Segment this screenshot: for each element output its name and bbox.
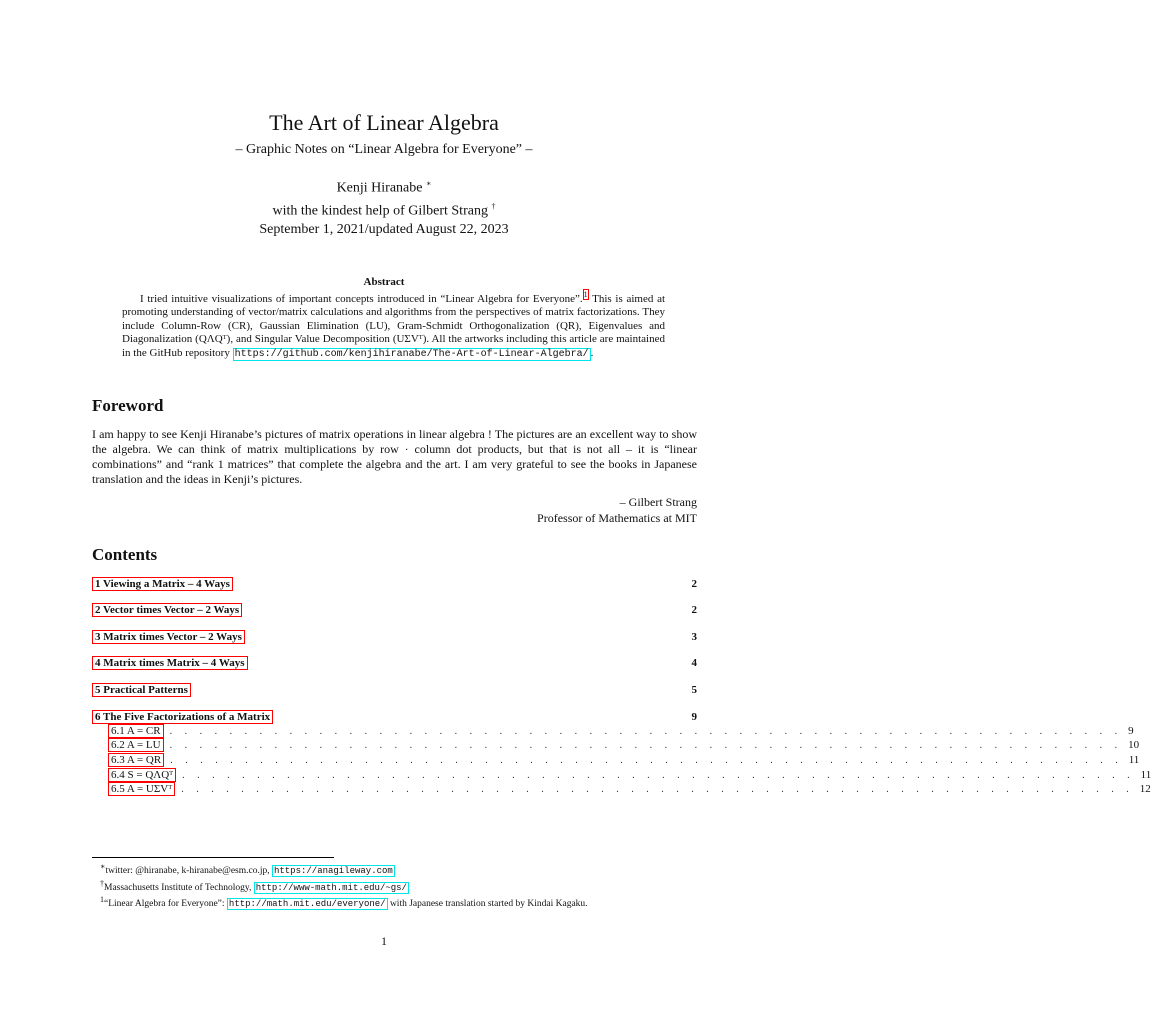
toc-page-number: 9 [1128, 725, 1134, 737]
footnote-book [100, 894, 700, 911]
paper-date: September 1, 2021/updated August 22, 2023 [259, 222, 509, 237]
toc-subsection-6-1[interactable] [92, 724, 1134, 738]
abstract-body [122, 290, 666, 361]
footnotes [100, 861, 700, 911]
paper-subtitle: – Graphic Notes on “Linear Algebra for Everyone” – [235, 142, 533, 157]
abstract-text-3: . [590, 346, 594, 359]
foreword-signature [92, 494, 697, 526]
toc-page-number: 11 [1140, 769, 1151, 781]
abstract-text-1: I tried intuitive visualizations of important concepts introduced in “Linear Algebra for Everyone”. [140, 293, 583, 305]
toc-section-label[interactable]: 3 Matrix times Vector – 2 Ways [92, 630, 245, 644]
toc-leader-dots: . . . . . . . . . . . . . . . . . . . . . . . . . . . . . . . . . . . . . . . . . . . . . . . . . . . . . . . . . . . . . . . . [182, 769, 1135, 781]
abstract-heading: Abstract [363, 276, 405, 288]
toc-subsection-label[interactable]: 6.3 A = QR [108, 753, 164, 767]
signature-name: – Gilbert Strang [619, 495, 697, 509]
toc-section-4[interactable] [92, 656, 697, 670]
toc-page-number: 10 [1128, 739, 1140, 751]
footnote-mark: 1 [100, 895, 104, 905]
toc-subsection-label[interactable]: 6.1 A = CR [108, 724, 164, 738]
toc-subsection-6-4[interactable] [92, 768, 1151, 782]
paper-title: The Art of Linear Algebra [269, 110, 499, 135]
toc-subsection-6-2[interactable] [92, 738, 1140, 752]
footnote-after: with Japanese translation started by Kindai Kagaku. [387, 899, 588, 910]
footnote-helper [100, 878, 700, 895]
author-footnote-mark[interactable]: ∗ [425, 179, 432, 188]
toc-leader-dots: . . . . . . . . . . . . . . . . . . . . . . . . . . . . . . . . . . . . . . . . . . . . . . . . . . . . . . . . . . . . . . . . [169, 725, 1123, 737]
helper-footnote-mark[interactable]: † [491, 201, 496, 211]
footnote-text: Massachusetts Institute of Technology, [104, 882, 254, 893]
toc-page-number: 12 [1139, 783, 1151, 795]
toc-subsection-6-5[interactable] [92, 782, 1151, 796]
foreword-body: I am happy to see Kenji Hiranabe’s pictures of matrix operations in linear algebra ! The pictures are an excellent way to show the algebra. We can think of matrix multiplications by row · column dot products, but that is not all – it is “linear combinations” and “rank 1 matrices” that complete the algebra and the art. I am very grateful to see the books in Japanese translation and the ideas in Kenji’s pictures. [92, 427, 697, 486]
abstract-text-2: This is aimed at promoting understanding of vector/matrix calculations and algorithms from the perspectives of matrix factorizations. They include Column-Row (CR), Gaussian Elimination (LU), Gram-Schmidt Orthogonalization (QR), Eigenvalues and Diagonalization (QΛQᵀ), and Singular Value Decomposition (UΣVᵀ). All the artworks including this article are maintained in the GitHub repository [122, 293, 666, 359]
toc-page-number: 2 [691, 604, 697, 616]
toc-subsection-label[interactable]: 6.4 S = QΛQᵀ [108, 768, 176, 782]
toc-page-number: 9 [691, 711, 697, 723]
toc-page-number: 3 [691, 631, 697, 643]
toc-section-label[interactable]: 1 Viewing a Matrix – 4 Ways [92, 577, 233, 591]
foreword-heading: Foreword [92, 396, 164, 415]
contents-heading: Contents [92, 545, 158, 564]
author-name: Kenji Hiranabe [336, 180, 423, 196]
footnote-text: “Linear Algebra for Everyone”: [104, 899, 227, 910]
toc-leader-dots: . . . . . . . . . . . . . . . . . . . . . . . . . . . . . . . . . . . . . . . . . . . . . . . . . . . . . . . . . . . . . . . . [170, 754, 1123, 766]
toc-section-label[interactable]: 5 Practical Patterns [92, 683, 191, 697]
toc-subsection-label[interactable]: 6.5 A = UΣVᵀ [108, 782, 175, 796]
toc-page-number: 5 [691, 684, 697, 696]
anagileway-link[interactable]: https://anagileway.com [273, 866, 393, 877]
toc-section-5[interactable] [92, 683, 697, 697]
footnote-author [100, 861, 700, 878]
toc-section-label[interactable]: 2 Vector times Vector – 2 Ways [92, 603, 242, 617]
toc-section-3[interactable] [92, 630, 697, 644]
toc-section-2[interactable] [92, 603, 697, 617]
toc-section-1[interactable] [92, 577, 697, 591]
github-repo-link[interactable]: https://github.com/kenjihiranabe/The-Art-of-Linear-Algebra/ [234, 348, 589, 360]
toc-section-label[interactable]: 6 The Five Factorizations of a Matrix [92, 710, 273, 724]
everyone-link[interactable]: http://math.mit.edu/everyone/ [228, 899, 386, 910]
toc-section-label[interactable]: 4 Matrix times Matrix – 4 Ways [92, 656, 248, 670]
footnote-mark: † [100, 878, 104, 888]
page-number: 1 [381, 934, 387, 948]
helper-line: with the kindest help of Gilbert Strang [272, 203, 488, 219]
toc-leader-dots: . . . . . . . . . . . . . . . . . . . . . . . . . . . . . . . . . . . . . . . . . . . . . . . . . . . . . . . . . . . . . . . . [181, 783, 1134, 795]
author-block [0, 175, 768, 220]
footnote-text: twitter: @hiranabe, k-hiranabe@esm.co.jp, [105, 866, 272, 877]
toc-page-number: 2 [691, 578, 697, 590]
toc-subsection-6-3[interactable] [92, 753, 1140, 767]
toc-page-number: 4 [691, 657, 697, 669]
footnote-mark: ∗ [100, 862, 106, 871]
toc-leader-dots: . . . . . . . . . . . . . . . . . . . . . . . . . . . . . . . . . . . . . . . . . . . . . . . . . . . . . . . . . . . . . . . . [169, 739, 1123, 751]
toc-page-number: 11 [1128, 754, 1140, 766]
footnote-rule [92, 857, 334, 858]
signature-title: Professor of Mathematics at MIT [537, 511, 697, 525]
mit-gs-link[interactable]: http://www-math.mit.edu/~gs/ [255, 882, 407, 893]
toc-subsection-label[interactable]: 6.2 A = LU [108, 738, 164, 752]
toc-section-6[interactable] [92, 710, 697, 724]
abstract-footnote-link[interactable]: 1 [583, 290, 588, 300]
